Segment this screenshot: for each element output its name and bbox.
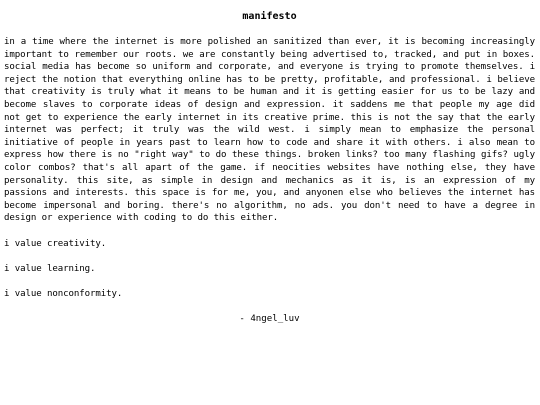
manifesto-body: in a time where the internet is more polished an sanitized than ever, it is becoming increasingly important to remember our roots. we are constantly being advertised to, tracked, and put in boxes. social media has become so uniform and corporate, and everyone is trying to promote themselves. i reject the notion that everything online has to be pretty, profitable, and professional. i believe that creativity is truly what it means to be human and it is getting easier for us to be lazy and become slaves to corporate ideas of design and expression. it saddens me that people my age did not get to experience the early internet in its creative prime. this is not the say that the early internet was perfect; it truly was the wild west. i simply mean to emphasize the personal initiative of people in years past to learn how to code and share it with others. i also mean to express how there is no "right way" to do these things. broken links? too many flashing gifs? ugly color combos? that's all apart of the game. if neocities websites have nothing else, they have personality. this site, as simple in design and mechanics as it is, is an expression of my passions and interests. this space is for me, you, and anyonen else who believes the internet has become impersonal and boring. there's no algorithm, no ads. you don't need to have a degree in design or experience with coding to do this either.: [4, 37, 535, 224]
value-statement-creativity: i value creativity.: [4, 238, 107, 249]
author-signature: - 4ngel_luv: [239, 314, 300, 325]
page-title: manifesto: [242, 11, 297, 22]
value-statement-learning: i value learning.: [4, 263, 96, 274]
value-statement-nonconformity: i value nonconformity.: [4, 288, 123, 299]
